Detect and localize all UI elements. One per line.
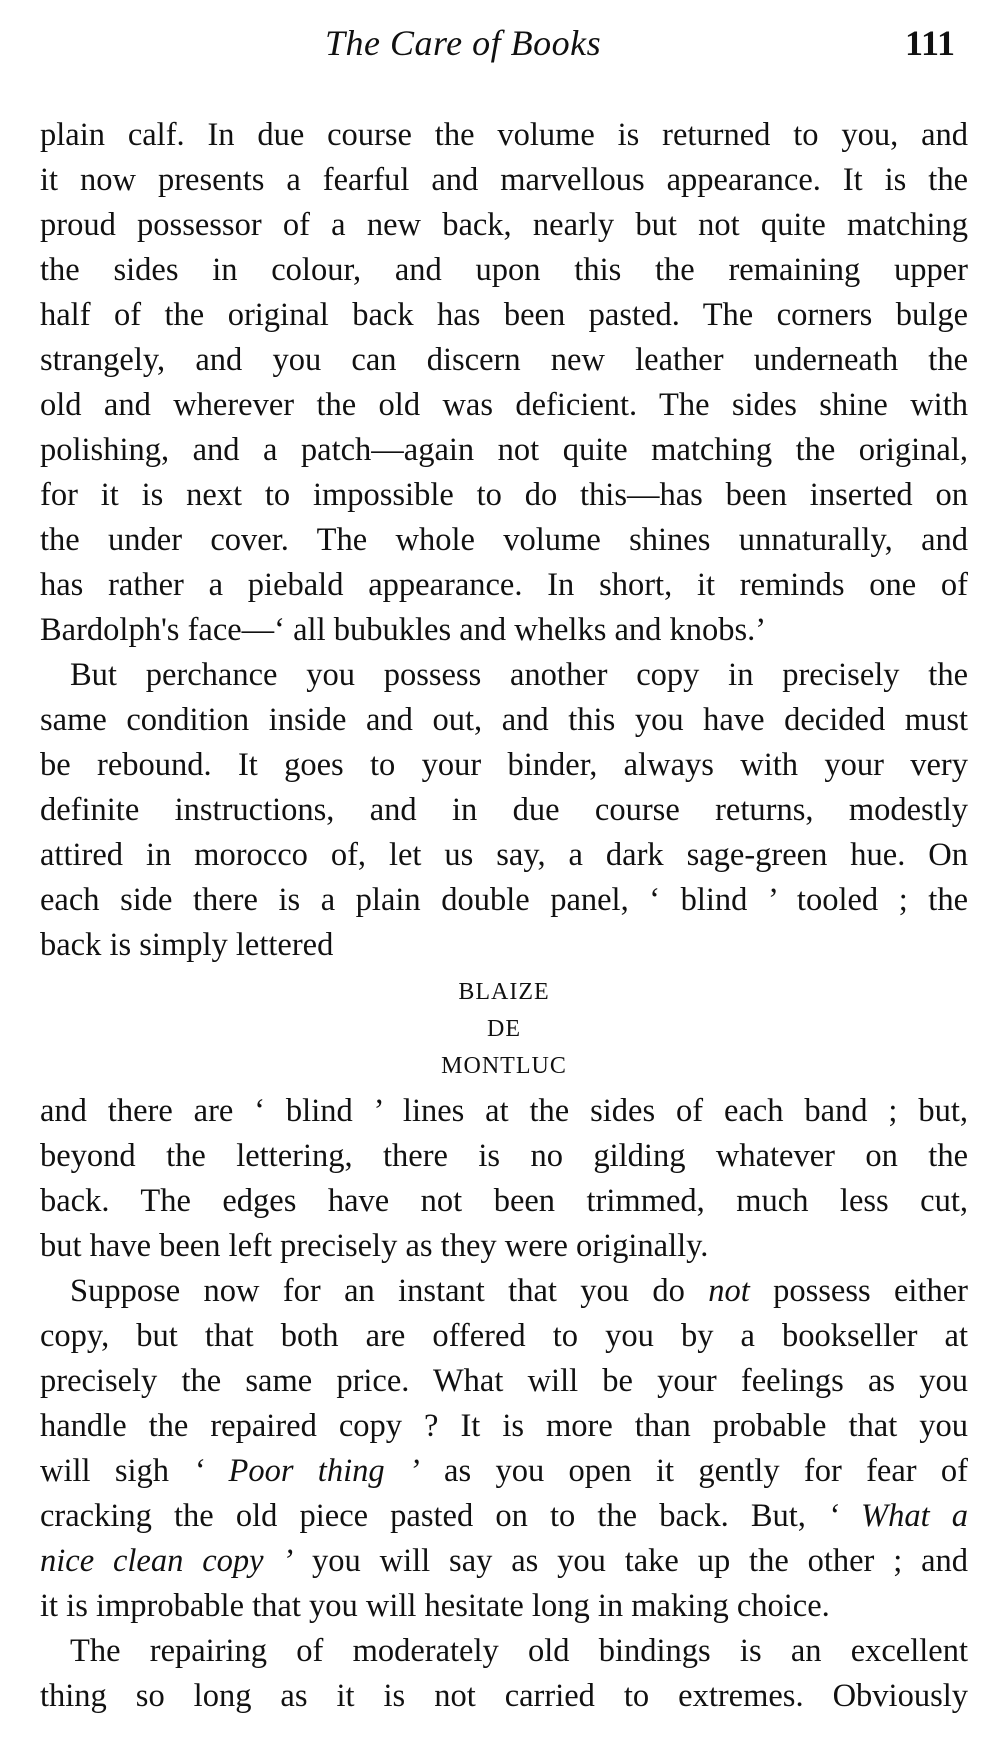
text-line: definite instructions, and in due course returns, modestly [40,792,968,828]
text-line: it is improbable that you will hesitate long in making choice. [40,1588,830,1624]
text-line: half of the original back has been pasted. The corners bulge [40,297,968,333]
text-run: you will say as you take up the other ; and [293,1543,968,1579]
lettering-line: DE [487,1016,521,1042]
paragraph-5 [40,1629,968,1719]
text-line: proud possessor of a new back, nearly but not quite matching [40,207,968,243]
text-run: will sigh [40,1453,194,1489]
paragraph-2 [40,653,968,968]
text-run: cracking the old piece pasted on to the back. But, [40,1498,829,1534]
text-line [40,1494,968,1539]
text-line: beyond the lettering, there is no gilding whatever on the [40,1138,968,1174]
text-line: The repairing of moderately old bindings is an excellent [70,1633,968,1669]
text-line: copy, but that both are offered to you by a bookseller at [40,1318,968,1354]
text-line: for it is next to impossible to do this—has been inserted on [40,477,968,513]
text-line: back. The edges have not been trimmed, much less cut, [40,1183,968,1219]
text-line [40,1449,968,1494]
text-line: handle the repaired copy ? It is more than probable that you [40,1408,968,1444]
text-line [40,1269,968,1314]
text-line: the under cover. The whole volume shines unnaturally, and [40,522,968,558]
text-line: be rebound. It goes to your binder, always with your very [40,747,968,783]
lettering-line: MONTLUC [441,1053,567,1079]
running-title: The Care of Books [325,23,602,63]
emphasis-text: not [708,1273,750,1309]
text-line: thing so long as it is not carried to extremes. Obviously [40,1678,968,1714]
paragraph-1 [40,113,968,653]
text-line: has rather a piebald appearance. In short, it reminds one of [40,567,968,603]
text-line: attired in morocco of, let us say, a dark sage-green hue. On [40,837,968,873]
emphasis-text: nice clean copy ’ [40,1543,294,1579]
emphasis-text: ‘ Poor thing ’ [193,1453,420,1489]
text-line [40,1539,968,1584]
text-line: old and wherever the old was deficient. The sides shine with [40,387,968,423]
page-header [0,22,1000,72]
paragraph-4 [40,1269,968,1629]
text-line: the sides in colour, and upon this the remaining upper [40,252,968,288]
spine-lettering [40,974,968,1085]
text-line: plain calf. In due course the volume is returned to you, and [40,117,968,153]
text-line: But perchance you possess another copy in precisely the [70,657,968,693]
text-line: back is simply lettered [40,927,334,963]
text-line: strangely, and you can discern new leather underneath the [40,342,968,378]
text-line: same condition inside and out, and this you have decided must [40,702,968,738]
text-line: Bardolph's face—‘ all bubukles and whelks and knobs.’ [40,612,767,648]
text-line: polishing, and a patch—again not quite matching the original, [40,432,968,468]
paragraph-3 [40,1089,968,1269]
text-line: each side there is a plain double panel, ‘ blind ’ tooled ; the [40,882,968,918]
page-number: 111 [905,23,956,63]
text-line: it now presents a fearful and marvellous appearance. It is the [40,162,968,198]
text-line: and there are ‘ blind ’ lines at the sides of each band ; but, [40,1093,968,1129]
text-run: as you open it gently for fear of [419,1453,968,1489]
body-text [40,113,968,1719]
text-run: possess either [749,1273,968,1309]
emphasis-text: ‘ What a [828,1498,968,1534]
text-line: but have been left precisely as they were originally. [40,1228,709,1264]
text-line: precisely the same price. What will be your feelings as you [40,1363,968,1399]
lettering-line: BLAIZE [458,979,550,1005]
text-run: Suppose now for an instant that you do [70,1273,709,1309]
